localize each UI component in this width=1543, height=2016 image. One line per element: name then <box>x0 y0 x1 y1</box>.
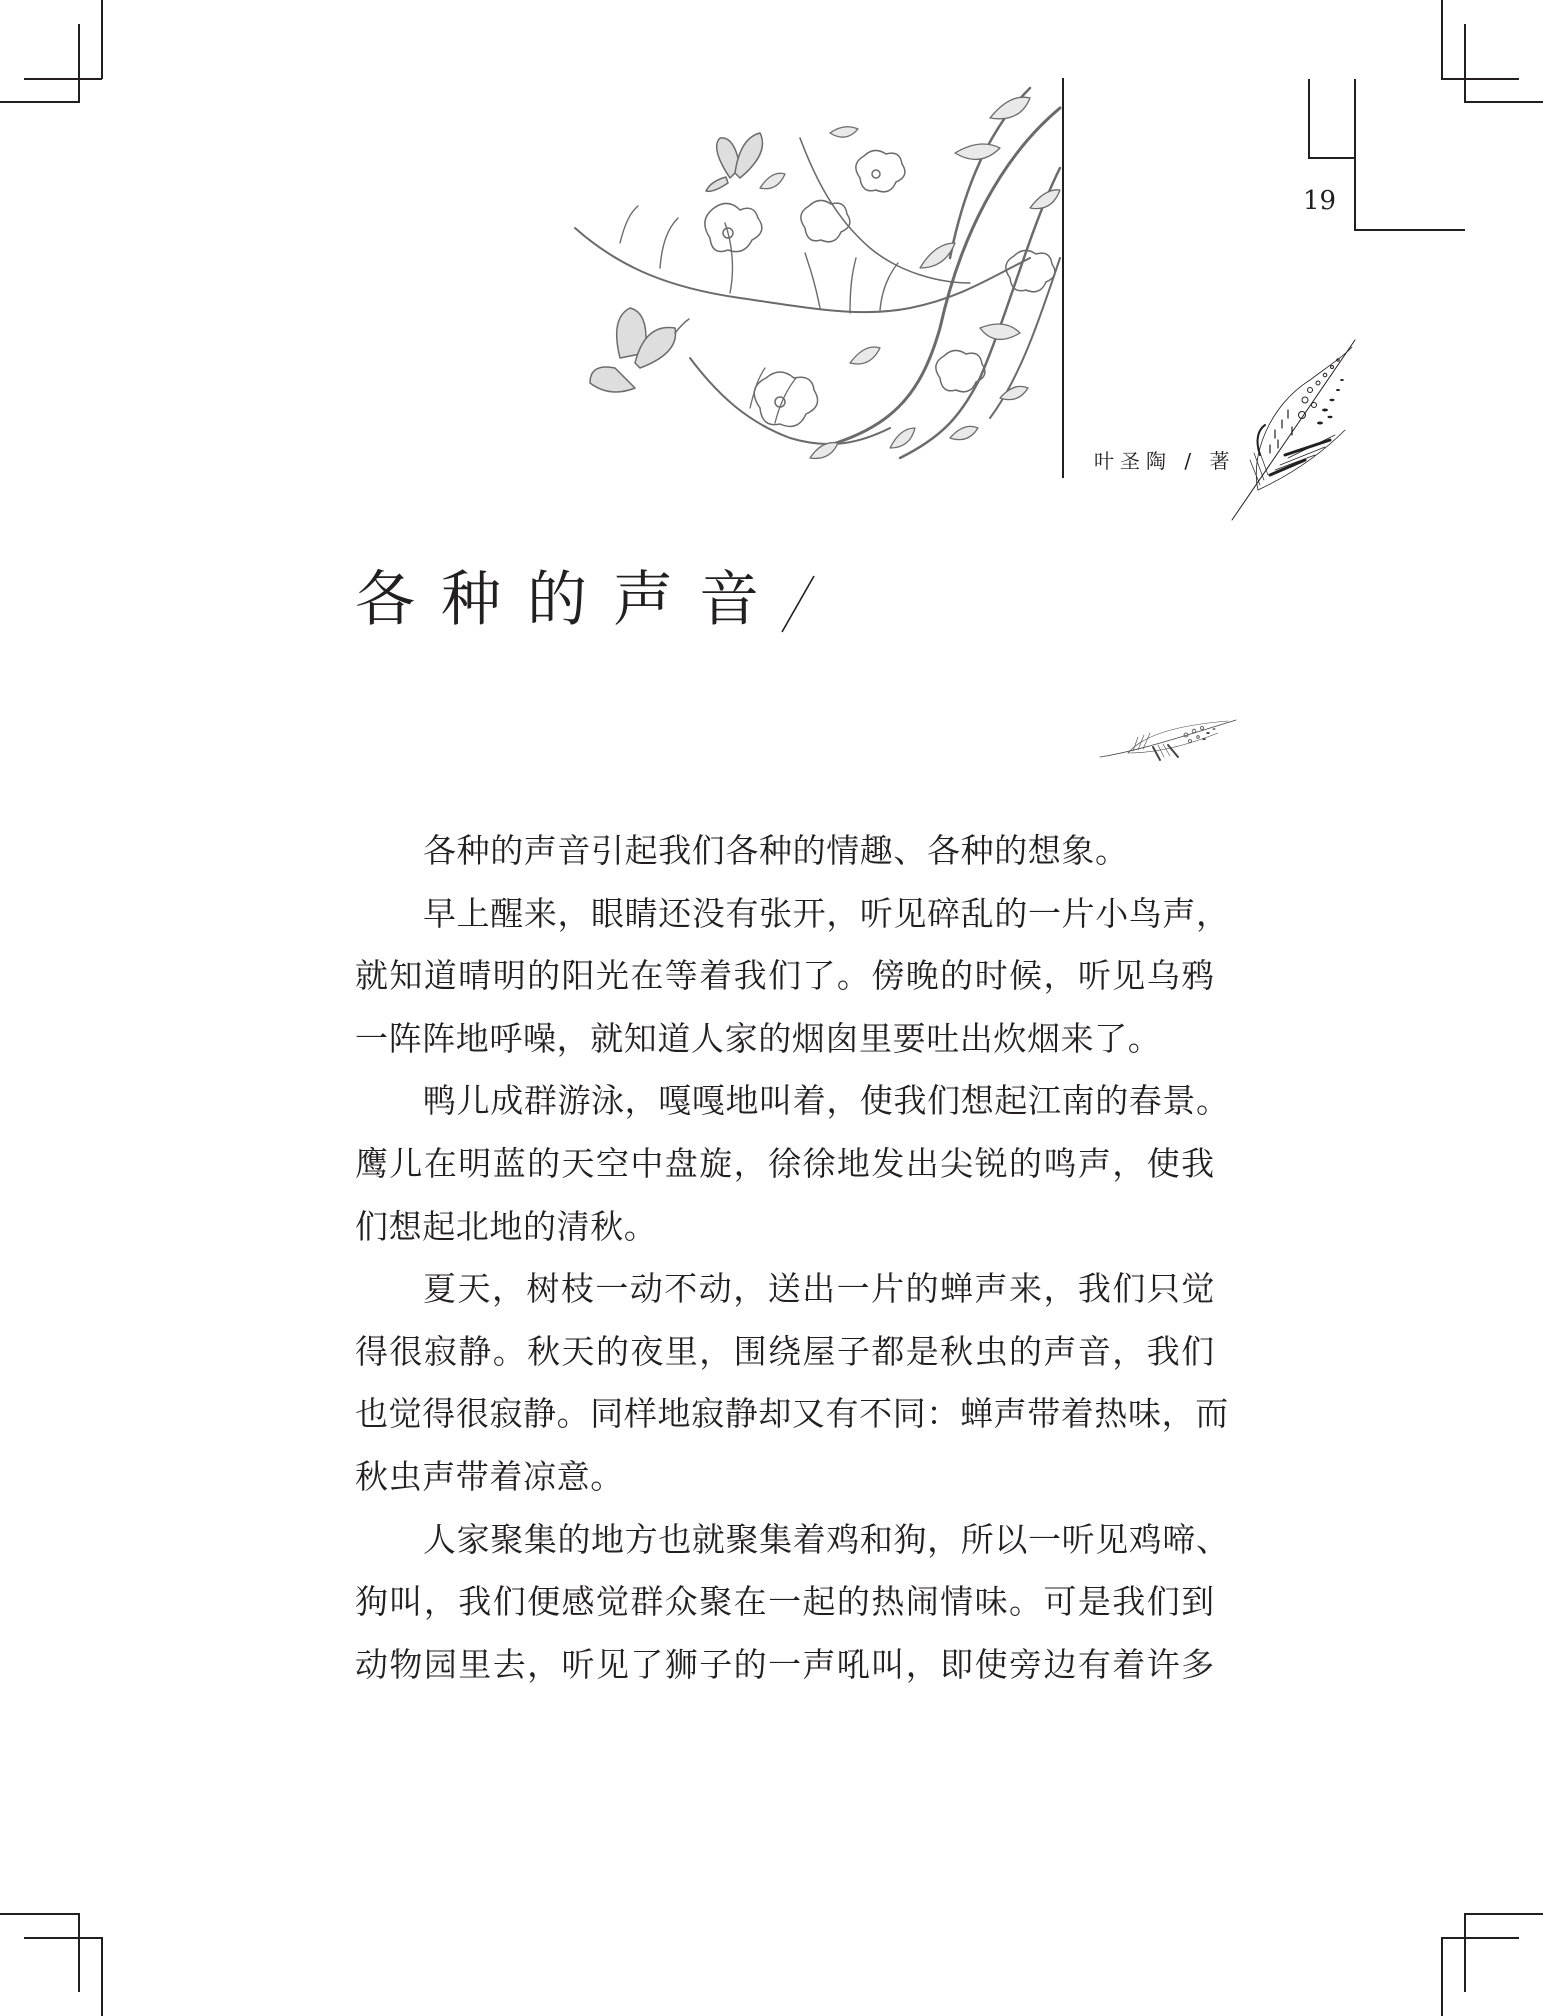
text-line: 动 物 园 里 去 ， 听 见 了 狮 子 的 一 声 吼 叫 ， 即 使 旁 边 有 着 许 多 <box>355 1644 1215 1684</box>
text-line: 夏 天 ， 树 枝 一 动 不 动 ， 送 出 一 片 的 蝉 声 来 ， 我 们 只 觉 <box>423 1269 1215 1309</box>
paragraph <box>355 1258 1229 1508</box>
flower-vine-sketch-icon <box>560 78 1060 478</box>
paragraph <box>355 883 1230 1071</box>
text-line: 得 很 寂 静 。 秋 天 的 夜 里 ， 围 绕 屋 子 都 是 秋 虫 的 声 音 ， 我 们 <box>355 1331 1215 1371</box>
crop-line <box>1441 0 1443 79</box>
paragraph <box>355 1509 1230 1697</box>
frame-line <box>1308 157 1354 159</box>
text-line: 早 上 醒 来 ， 眼 睛 还 没 有 张 开 ， 听 见 碎 乱 的 一 片 小 鸟 声 ， <box>423 893 1230 933</box>
paragraph <box>355 820 1215 883</box>
crop-line <box>1464 1913 1543 1915</box>
text-line: 就 知 道 晴 明 的 阳 光 在 等 着 我 们 了 。 傍 晚 的 时 候 ， 听 见 乌 鸦 <box>355 956 1215 996</box>
frame-line <box>1354 229 1465 231</box>
body-text <box>355 820 1230 1696</box>
crop-line <box>101 0 103 79</box>
text-line: 狗 叫 ， 我 们 便 感 觉 群 众 聚 在 一 起 的 热 闹 情 味 。 可 是 我 们 到 <box>355 1582 1215 1622</box>
crop-line <box>0 101 79 103</box>
feather-decoration-small <box>1098 715 1238 765</box>
text-line: 一阵阵地呼噪，就知道人家的烟囱里要吐出炊烟来了。 <box>355 1018 1162 1058</box>
feather-icon <box>1098 715 1238 765</box>
author-divider <box>1062 78 1064 478</box>
crop-line <box>1441 1937 1519 1939</box>
paragraph <box>355 1070 1230 1258</box>
text-line: 鹰 儿 在 明 蓝 的 天 空 中 盘 旋 ， 徐 徐 地 发 出 尖 锐 的 鸣 声 ， 使 我 <box>355 1143 1215 1183</box>
feather-icon <box>1230 335 1360 525</box>
page-number: 19 <box>1303 186 1337 216</box>
feather-decoration-large <box>1230 335 1360 525</box>
text-line: 们想起北地的清秋。 <box>355 1206 658 1246</box>
text-line: 秋虫声带着凉意。 <box>355 1456 624 1496</box>
page-title: 各种的声音 <box>355 565 785 635</box>
crop-line <box>1464 24 1466 103</box>
text-line: 各种的声音引起我们各种的情趣、各种的想象。 <box>423 831 1129 870</box>
crop-line <box>0 1913 79 1915</box>
title-slash-icon <box>780 574 816 638</box>
frame-line <box>1308 79 1310 157</box>
crop-line <box>78 24 80 103</box>
crop-line <box>24 78 102 80</box>
author-credit: 叶圣陶 / 著 <box>1094 449 1236 473</box>
crop-line <box>1464 101 1543 103</box>
crop-line <box>1464 1913 1466 1992</box>
crop-line <box>101 1937 103 2016</box>
crop-line <box>24 1937 102 1939</box>
frame-line <box>1354 79 1356 230</box>
text-line: 人 家 聚 集 的 地 方 也 就 聚 集 着 鸡 和 狗 ， 所 以 一 听 见 鸡 啼 、 <box>423 1519 1230 1559</box>
vine-illustration <box>560 78 1060 478</box>
crop-line <box>1441 1937 1443 2016</box>
text-line: 也 觉 得 很 寂 静 。 同 样 地 寂 静 却 又 有 不 同 ： 蝉 声 带 着 热 味 ， 而 <box>355 1394 1229 1434</box>
crop-line <box>78 1913 80 1992</box>
text-line: 鸭 儿 成 群 游 泳 ， 嘎 嘎 地 叫 着 ， 使 我 们 想 起 江 南 的 春 景 。 <box>423 1081 1230 1121</box>
crop-line <box>1441 78 1519 80</box>
